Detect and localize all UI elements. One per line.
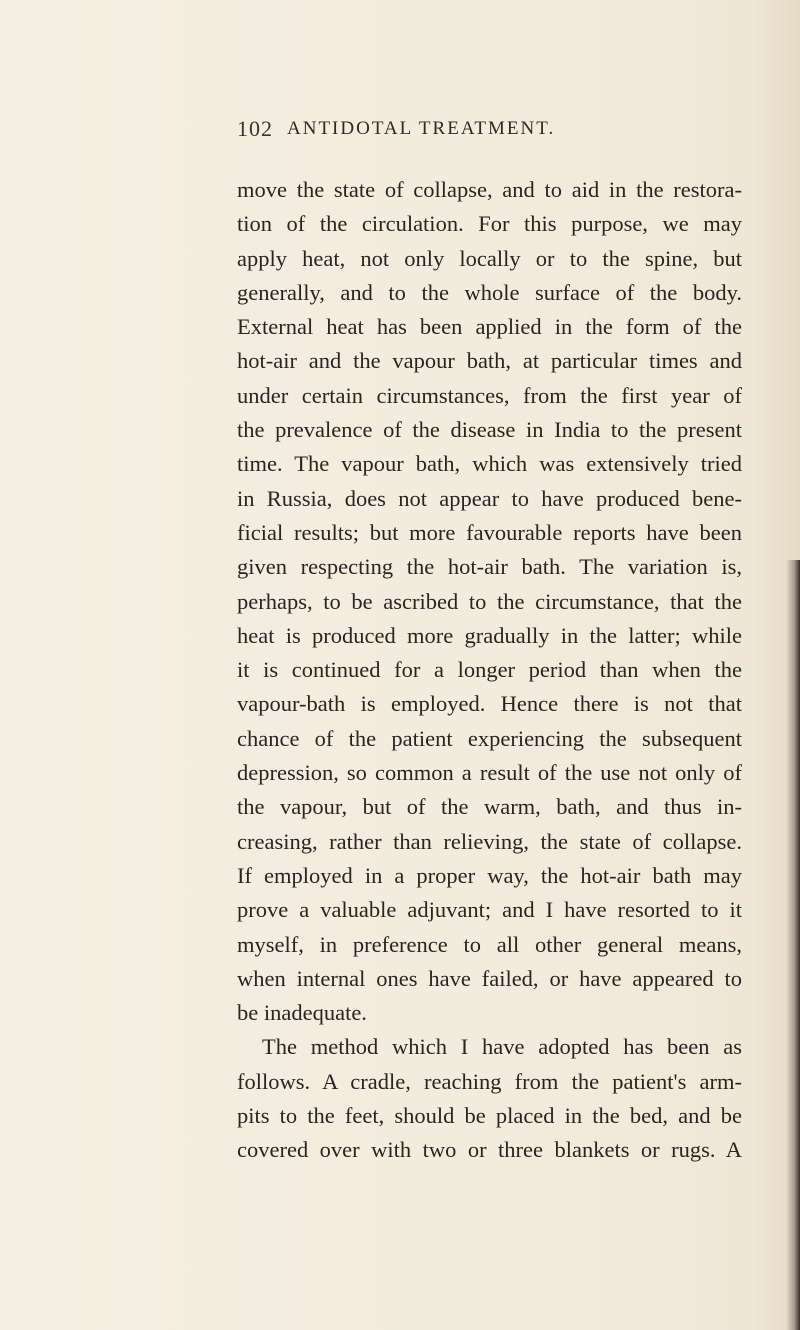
- text-line: in Russia, does not appear to have produced bene-: [237, 485, 742, 511]
- text-line: creasing, rather than relieving, the state of collapse.: [237, 828, 742, 854]
- text-line: depression, so common a result of the use not only of: [237, 760, 742, 786]
- text-line: hot-air and the vapour bath, at particular times and: [237, 348, 742, 374]
- page-number: 102: [237, 116, 273, 141]
- text-line: pits to the feet, should be placed in the bed, and be: [237, 1103, 742, 1129]
- text-line: ficial results; but more favourable reports have been: [237, 519, 742, 545]
- text-line: perhaps, to be ascribed to the circumstance, that the: [237, 588, 742, 614]
- text-line: vapour-bath is employed. Hence there is not that: [237, 691, 742, 717]
- text-line: generally, and to the whole surface of the body.: [237, 279, 742, 305]
- text-line: move the state of collapse, and to aid in the restora-: [237, 177, 742, 202]
- text-line: tion of the circulation. For this purpose, we may: [237, 211, 742, 237]
- text-line: If employed in a proper way, the hot-air bath may: [237, 862, 742, 888]
- text-line: when internal ones have failed, or have appeared to: [237, 965, 742, 991]
- text-line: time. The vapour bath, which was extensively tried: [237, 451, 742, 477]
- text-line: The method which I have adopted has been as: [262, 1034, 742, 1060]
- page-edge-shadow: [786, 560, 800, 1330]
- text-line: given respecting the hot-air bath. The variation is,: [237, 554, 742, 580]
- text-line: the vapour, but of the warm, bath, and thus in-: [237, 794, 742, 820]
- text-line: prove a valuable adjuvant; and I have resorted to it: [237, 897, 742, 923]
- text-line: under certain circumstances, from the first year of: [237, 382, 742, 408]
- page-header: [237, 116, 787, 146]
- text-line: External heat has been applied in the form of the: [237, 314, 742, 340]
- text-line: the prevalence of the disease in India to the present: [237, 417, 742, 443]
- running-title: ANTIDOTAL TREATMENT.: [287, 118, 556, 139]
- text-line: it is continued for a longer period than when the: [237, 657, 742, 683]
- text-line: covered over with two or three blankets or rugs. A: [237, 1137, 742, 1163]
- text-line: chance of the patient experiencing the subsequent: [237, 725, 742, 751]
- body-text: [237, 173, 742, 1168]
- text-line: myself, in preference to all other general means,: [237, 931, 742, 957]
- text-line: follows. A cradle, reaching from the patient's arm-: [237, 1068, 742, 1094]
- text-line: apply heat, not only locally or to the spine, but: [237, 245, 742, 271]
- text-line: heat is produced more gradually in the latter; while: [237, 622, 742, 648]
- text-line: be inadequate.: [237, 1000, 367, 1026]
